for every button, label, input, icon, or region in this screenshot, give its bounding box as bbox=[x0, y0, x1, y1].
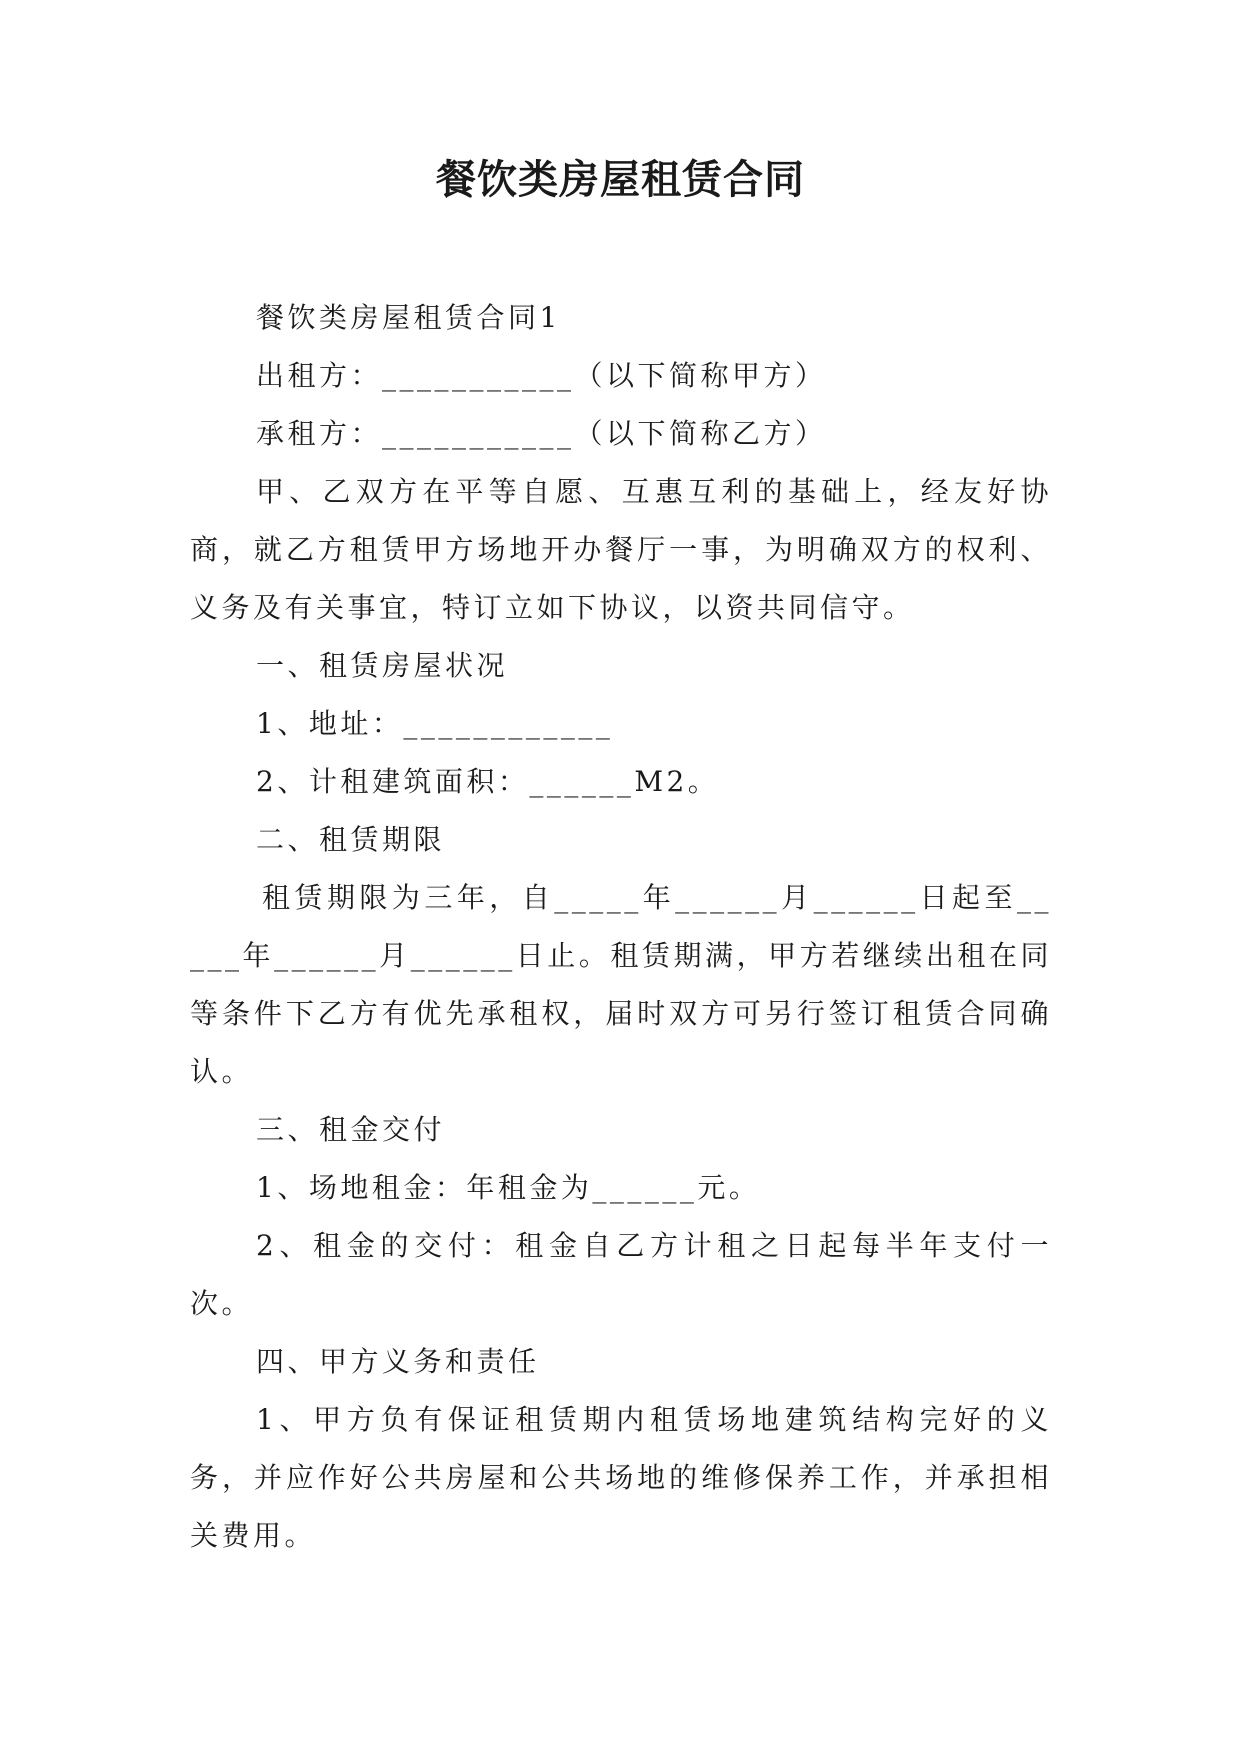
paragraph-area: 2、计租建筑面积：______M2。 bbox=[256, 765, 720, 798]
paragraph-lessee: 承租方：___________（以下简称乙方） bbox=[256, 417, 827, 450]
section-heading-1: 一、租赁房屋状况 bbox=[256, 649, 509, 682]
paragraph-rent: 1、场地租金：年租金为______元。 bbox=[256, 1171, 761, 1204]
paragraph-lessor-duty-1: 1、甲方负有保证租赁期内租赁场地建筑结构完好的义务，并应作好公共房屋和公共场地的维修保养工作，并承担相关费用。 bbox=[190, 1403, 1052, 1552]
document-body bbox=[190, 289, 1052, 1565]
paragraph-preamble: 甲、乙双方在平等自愿、互惠互利的基础上，经友好协商，就乙方租赁甲方场地开办餐厅一事，为明确双方的权利、义务及有关事宜，特订立如下协议，以资共同信守。 bbox=[190, 475, 1052, 624]
paragraph-lessor: 出租方：___________（以下简称甲方） bbox=[256, 359, 827, 392]
paragraph-payment: 2、租金的交付：租金自乙方计租之日起每半年支付一次。 bbox=[190, 1229, 1052, 1320]
section-heading-2: 二、租赁期限 bbox=[256, 823, 446, 856]
paragraph-address: 1、地址：____________ bbox=[256, 707, 614, 740]
section-heading-3: 三、租金交付 bbox=[256, 1113, 446, 1146]
paragraph-term: 租赁期限为三年，自_____年______月______日起至_____年______月______日止。租赁期满，甲方若继续出租在同等条件下乙方有优先承租权，届时双方可另行签订租赁合同确认。 bbox=[190, 881, 1052, 1088]
document-title: 餐饮类房屋租赁合同 bbox=[436, 157, 805, 203]
section-heading-4: 四、甲方义务和责任 bbox=[256, 1345, 540, 1378]
paragraph-subtitle: 餐饮类房屋租赁合同1 bbox=[256, 301, 561, 334]
